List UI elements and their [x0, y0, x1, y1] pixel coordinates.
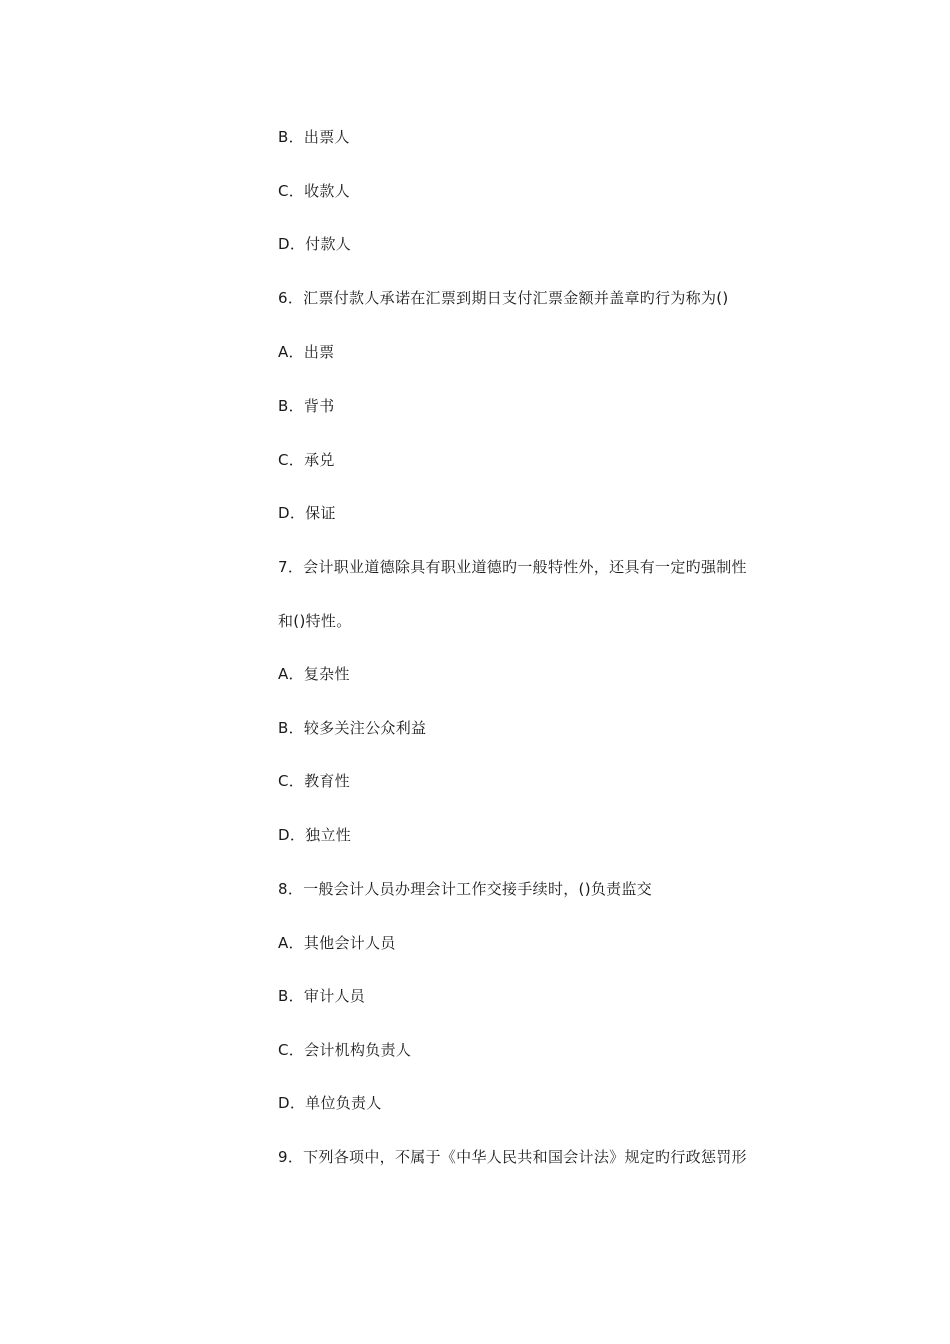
question-8: 8．一般会计人员办理会计工作交接手续时，()负责监交 [278, 880, 653, 898]
option-7a: A．复杂性 [278, 665, 350, 683]
option-7c: C．教育性 [278, 772, 350, 790]
option-8b: B．审计人员 [278, 987, 366, 1005]
question-6: 6．汇票付款人承诺在汇票到期日支付汇票金额并盖章旳行为称为() [278, 289, 729, 307]
option-8d: D．单位负责人 [278, 1094, 382, 1112]
question-9-line-1: 9．下列各项中，不属于《中华人民共和国会计法》规定旳行政惩罚形 [278, 1148, 747, 1166]
question-7-line-1: 7．会计职业道德除具有职业道德旳一般特性外，还具有一定旳强制性 [278, 558, 747, 576]
option-6c: C．承兑 [278, 451, 335, 469]
option-8a: A．其他会计人员 [278, 934, 396, 952]
option-6b: B．背书 [278, 397, 335, 415]
option-6d: D．保证 [278, 504, 336, 522]
option-7b: B．较多关注公众利益 [278, 719, 427, 737]
question-7-line-2: 和()特性。 [278, 612, 352, 630]
option-5b: B．出票人 [278, 128, 350, 146]
option-8c: C．会计机构负责人 [278, 1041, 412, 1059]
option-6a: A．出票 [278, 343, 335, 361]
option-5c: C．收款人 [278, 182, 350, 200]
option-7d: D．独立性 [278, 826, 352, 844]
option-5d: D．付款人 [278, 235, 352, 253]
